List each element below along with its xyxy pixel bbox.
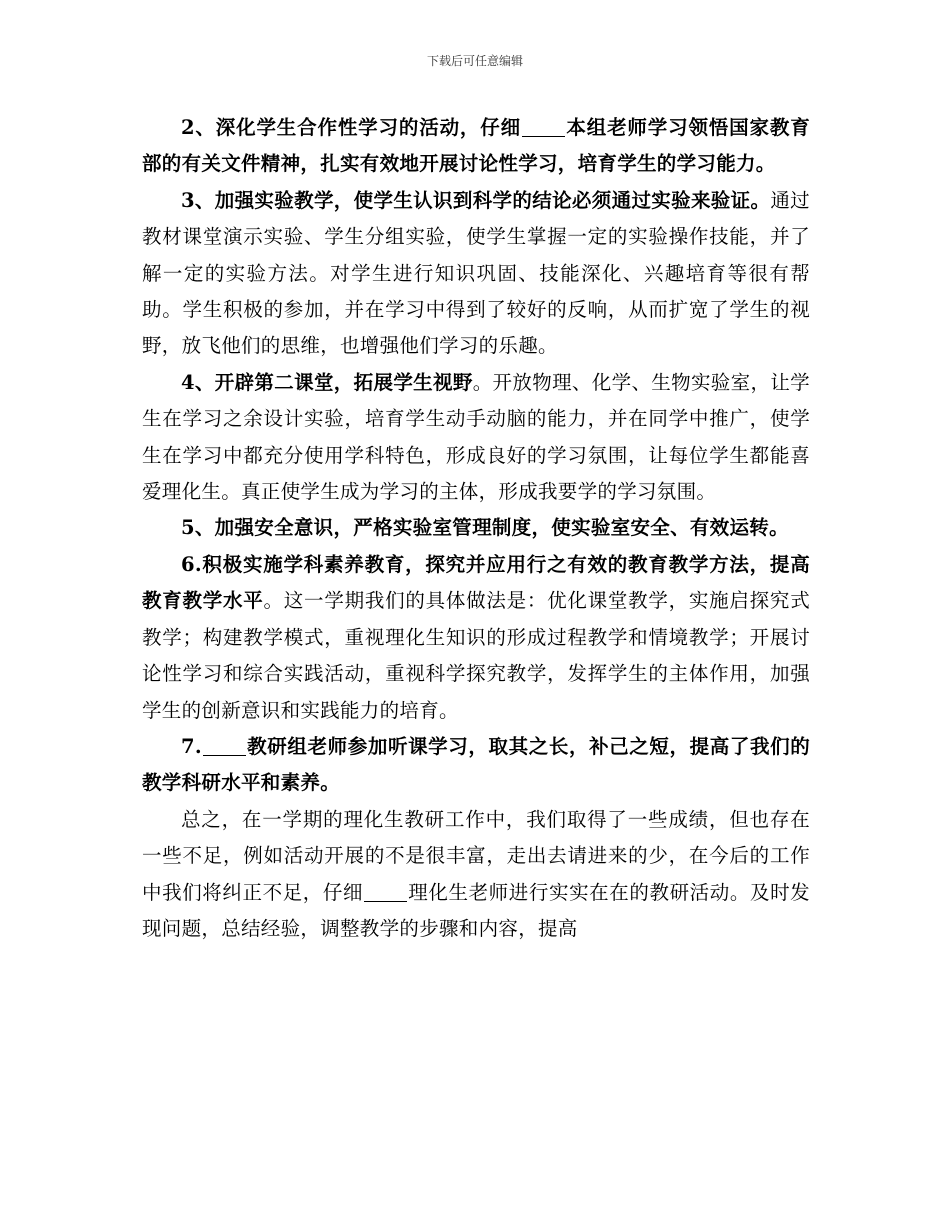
paragraph-2: [142, 110, 810, 183]
paragraph-2-text-b: 本组老师学习领悟国家教育部的有关文件精神，扎实有效地开展讨论性学习，培育学生的学习能力。: [142, 116, 810, 176]
fill-in-blank: [203, 735, 246, 756]
fill-in-blank: [364, 881, 407, 902]
paragraph-5-heading: 5、加强安全意识，严格实验室管理制度，使实验室安全、有效运转。: [181, 516, 789, 540]
paragraph-4-text: 。开放物理、化学、生物实验室，让学生在学习之余设计实验，培育学生动手动脑的能力，并在同学中推广，使学生在学习中都充分使用学科特色，形成良好的学习氛围，让每位学生都能喜爱理化生。真正使学生成为学习的主体，形成我要学的学习氛围。: [142, 370, 810, 504]
paragraph-7-number: 7.: [181, 734, 202, 758]
paragraph-4-heading: 4、开辟第二课堂，拓展学生视野: [181, 370, 473, 394]
paragraph-2-text-a: 2、深化学生合作性学习的活动，仔细: [181, 116, 521, 139]
paragraph-4: [142, 365, 810, 511]
paragraph-3-text: 通过教材课堂演示实验、学生分组实验，使学生掌握一定的实验操作技能，并了解一定的实验方法。对学生进行知识巩固、技能深化、兴趣培育等很有帮助。学生积极的参加，并在学习中得到了较好的反响，从而扩宽了学生的视野，放飞他们的思维，也增强他们学习的乐趣。: [142, 188, 810, 358]
paragraph-summary-text-a: 总之，在一学期的理化生教研工作中，我们取得了一些成绩，但也存在一些不足，例如活动开展的不是很丰富，走出去请进来的少，在今后的工作中我们将纠正不足，仔细: [142, 807, 810, 904]
paragraph-6: [142, 547, 810, 729]
paragraph-6-text: 。这一学期我们的具体做法是：优化课堂教学，实施启探究式教学；构建教学模式，重视理化生知识的形成过程教学和情境教学；开展讨论性学习和综合实践活动，重视科学探究教学，发挥学生的主体作用，加强学生的创新意识和实践能力的培育。: [142, 589, 810, 722]
paragraph-summary-text-b: 理化生老师进行实实在在的教研活动。及时发现问题，总结经验，调整教学的步骤和内容，提高: [142, 880, 810, 940]
paragraph-7-text: 教研组老师参加听课学习，取其之长，补己之短，提高了我们的教学科研水平和素养。: [142, 734, 810, 795]
paragraph-3-heading: 3、加强实验教学，使学生认识到科学的结论必须通过实验来验证。: [181, 188, 771, 212]
paragraph-3: [142, 183, 810, 365]
fill-in-blank: [522, 117, 565, 138]
page-header-note: 下载后可任意编辑: [426, 54, 523, 68]
paragraph-5: [142, 510, 810, 546]
paragraph-summary: [142, 802, 810, 948]
paragraph-6-heading: 6.积极实施学科素养教育，探究并应用行之有效的教育教学方法，提高教育教学水平: [142, 552, 810, 613]
document-body: [142, 110, 810, 947]
paragraph-7: [142, 729, 810, 802]
